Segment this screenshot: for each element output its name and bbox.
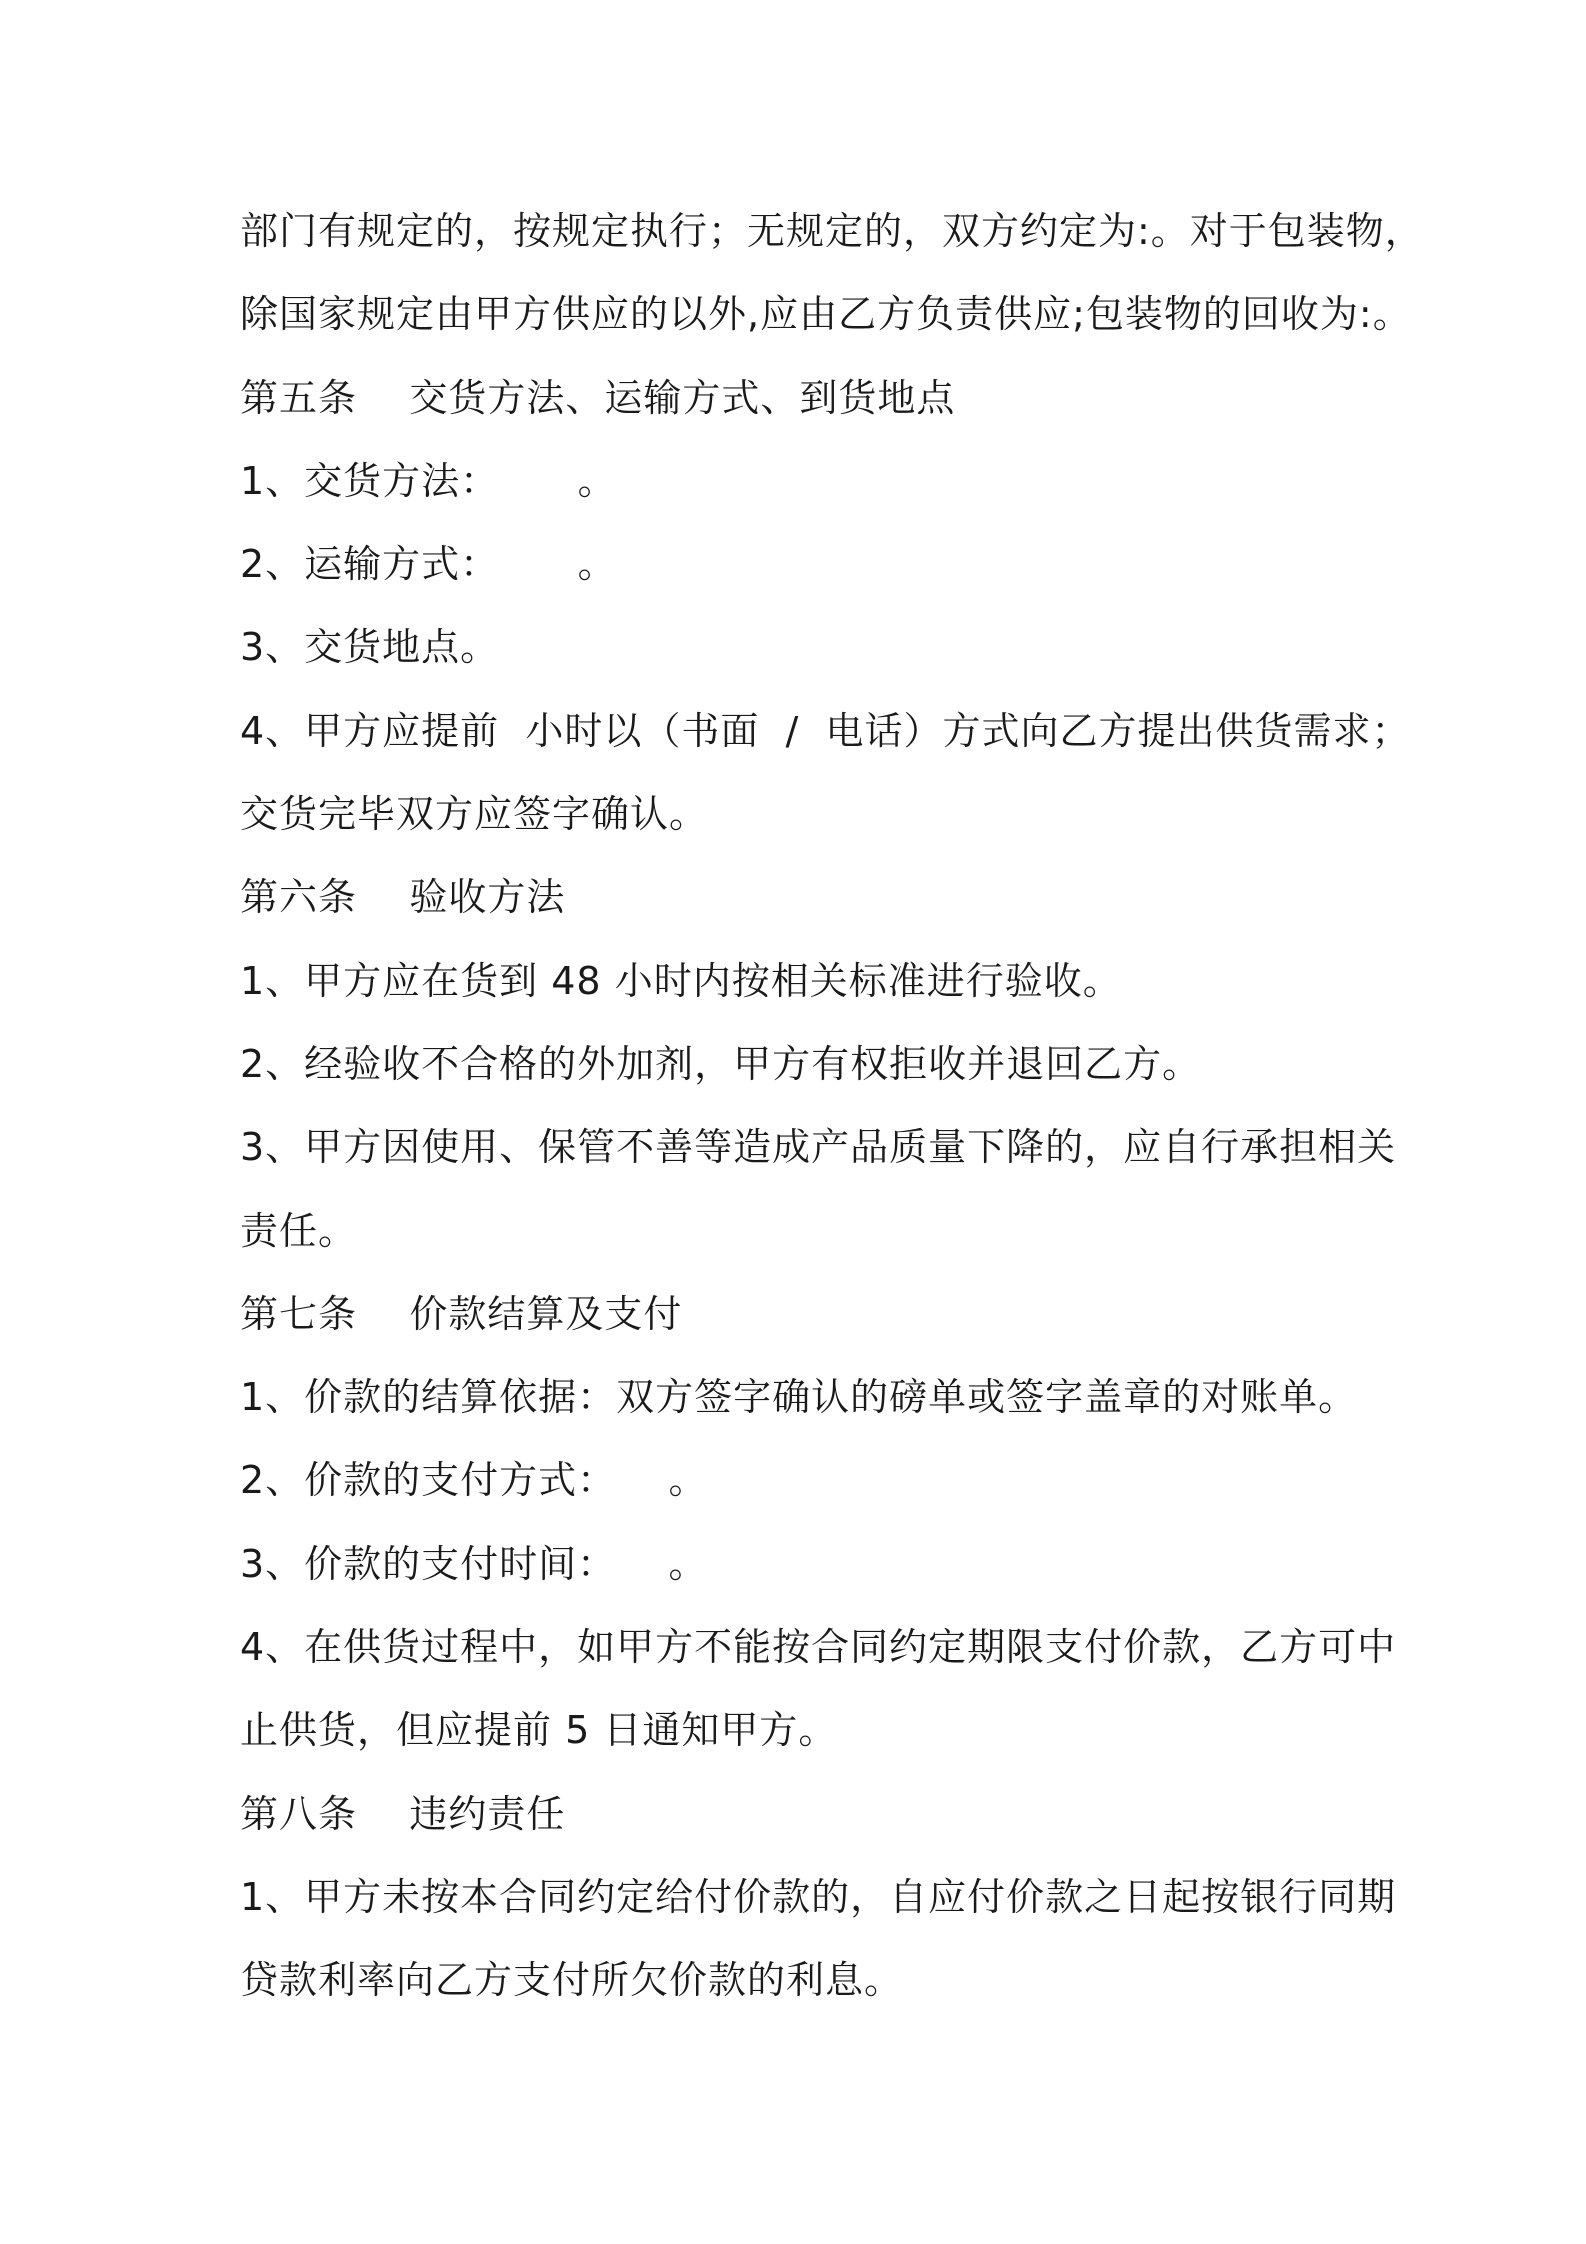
list-item: 1、甲方未按本合同约定给付价款的，自应付价款之日起按银行同期 xyxy=(240,1874,1397,1919)
article-heading: 第八条 违约责任 xyxy=(240,1791,566,1836)
text-line: 除国家规定由甲方供应的以外,应由乙方负责供应;包装物的回收为:。 xyxy=(240,292,1412,337)
document-body xyxy=(240,190,1424,2023)
list-item: 1、甲方应在货到 48 小时内按相关标准进行验收。 xyxy=(240,958,1122,1003)
text-line: 贷款利率向乙方支付所欠价款的利息。 xyxy=(240,1958,904,2003)
text-line: 交货完毕双方应签字确认。 xyxy=(240,792,709,837)
list-item: 4、在供货过程中，如甲方不能按合同约定期限支付价款，乙方可中 xyxy=(240,1625,1397,1670)
article-heading: 第五条 交货方法、运输方式、到货地点 xyxy=(240,375,956,420)
text-line: 止供货，但应提前 5 日通知甲方。 xyxy=(240,1708,838,1753)
text-line: 部门有规定的，按规定执行；无规定的，双方约定为:。对于包装物， xyxy=(240,209,1424,253)
list-item: 2、价款的支付方式： 。 xyxy=(240,1458,708,1503)
list-item: 4、甲方应提前 小时以（书面 / 电话）方式向乙方提出供货需求； xyxy=(240,708,1411,753)
list-item: 1、交货方法： 。 xyxy=(240,458,617,503)
list-item: 3、交货地点。 xyxy=(240,625,500,670)
list-item: 3、甲方因使用、保管不善等造成产品质量下降的，应自行承担相关 xyxy=(240,1125,1397,1170)
text-line: 责任。 xyxy=(240,1208,358,1253)
list-item: 1、价款的结算依据：双方签字确认的磅单或签字盖章的对账单。 xyxy=(240,1375,1358,1420)
list-item: 2、经验收不合格的外加剂，甲方有权拒收并退回乙方。 xyxy=(240,1041,1202,1086)
list-item: 2、运输方式： 。 xyxy=(240,542,617,587)
article-heading: 第六条 验收方法 xyxy=(240,875,566,920)
list-item: 3、价款的支付时间： 。 xyxy=(240,1541,708,1586)
article-heading: 第七条 价款结算及支付 xyxy=(240,1291,683,1336)
